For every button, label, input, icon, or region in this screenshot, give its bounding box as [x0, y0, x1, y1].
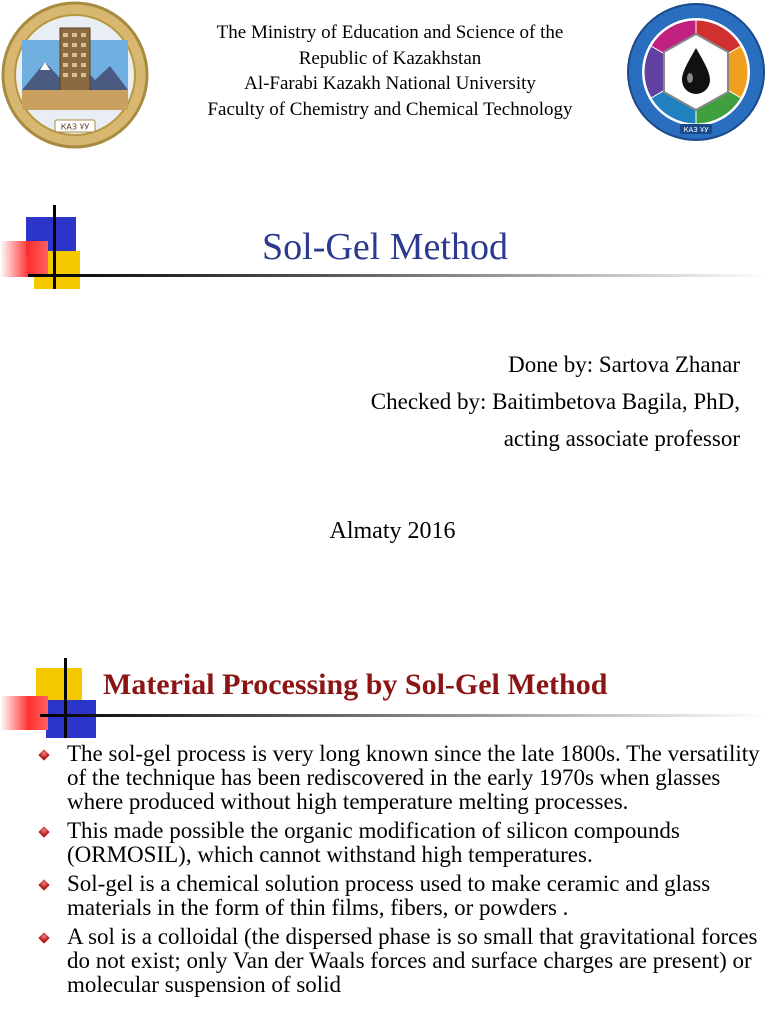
bullet-text: This made possible the organic modification of silicon compounds (ORMOSIL), which cannot withstand high temperatures. — [67, 818, 680, 867]
university-seal-logo — [0, 0, 150, 150]
place-and-year: Almaty 2016 — [329, 518, 456, 544]
emblem-label: КАЗ ҰУ — [683, 126, 709, 134]
list-item — [38, 742, 763, 814]
credit-line: Done by: Sartova Zhanar — [508, 352, 740, 377]
title-underline — [28, 274, 768, 277]
header-line: The Ministry of Education and Science of the — [216, 22, 564, 43]
bullet-text: The sol-gel process is very long known since the late 1800s. The versatility of the technique has been rediscovered in the early 1970s when glasses where produced without high temperature melting processes. — [67, 741, 760, 814]
institution-header — [150, 20, 630, 122]
slide-title: Material Processing by Sol-Gel Method — [103, 668, 608, 701]
bullet-icon — [38, 932, 49, 943]
title-underline — [40, 714, 768, 717]
header-line: Al-Farabi Kazakh National University — [244, 73, 536, 94]
bullet-icon — [38, 826, 49, 837]
decorative-blocks — [0, 658, 110, 738]
list-item — [38, 819, 763, 867]
bullet-icon — [38, 749, 49, 760]
header-line: Republic of Kazakhstan — [298, 47, 482, 69]
credit-line: acting associate professor — [503, 426, 740, 451]
faculty-emblem-logo — [624, 0, 768, 144]
list-item — [38, 925, 763, 997]
slide-title: Sol-Gel Method — [262, 226, 508, 268]
decorative-blocks — [0, 205, 100, 295]
seal-label: КАЗ ҰУ — [60, 122, 90, 132]
content-slide — [0, 640, 768, 1024]
credit-line: Checked by: Baitimbetova Bagila, PhD, — [370, 389, 740, 414]
bullet-icon — [38, 879, 49, 890]
list-item — [38, 872, 763, 920]
bullet-list — [38, 742, 763, 1002]
bullet-text: A sol is a colloidal (the dispersed phase is so small that gravitational forces do not exist; only Van der Waals forces and surface charges are present) or molecular suspension of solid — [67, 924, 758, 997]
author-credits — [371, 346, 740, 457]
header-line: Faculty of Chemistry and Chemical Technology — [207, 98, 573, 120]
bullet-text: Sol-gel is a chemical solution process used to make ceramic and glass materials in the form of thin films, fibers, or powders . — [67, 871, 711, 920]
